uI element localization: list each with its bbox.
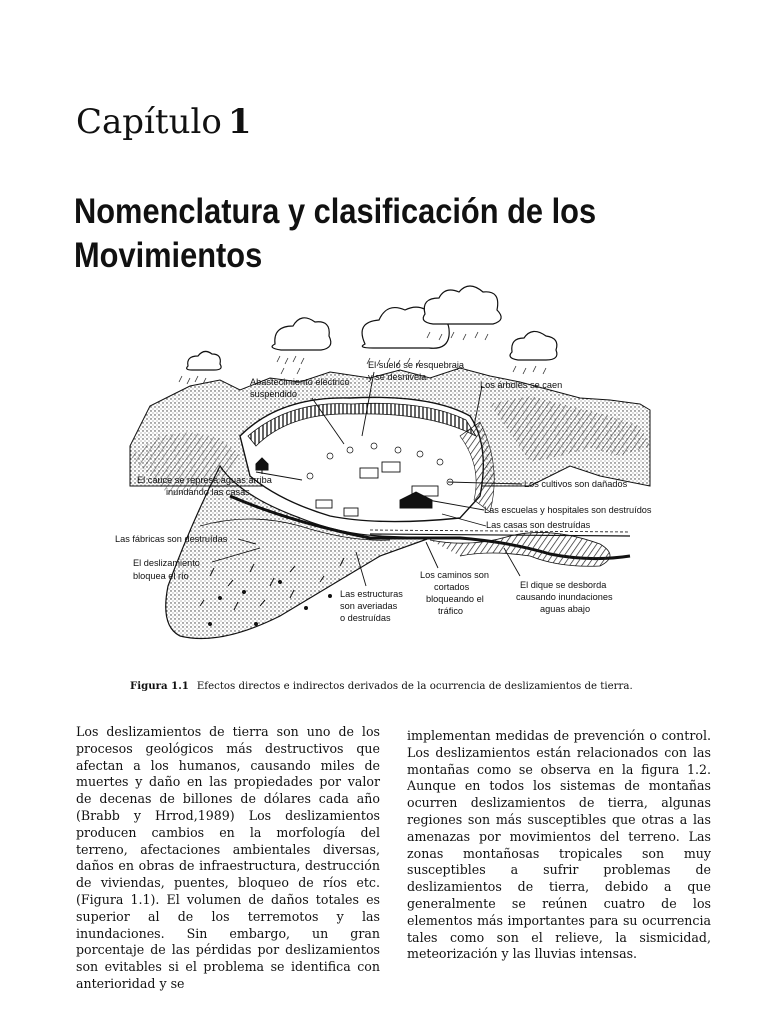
label-fabricas: Las fábricas son destruídas: [115, 534, 228, 544]
cloud-icon: [187, 286, 557, 370]
svg-text:bloqueando el: bloqueando el: [426, 594, 484, 604]
label-arboles: Los árboles se caen: [480, 380, 563, 390]
svg-text:Abastecimiento eléctrico: Abastecimiento eléctrico: [250, 377, 350, 387]
svg-text:El dique se desborda: El dique se desborda: [520, 580, 607, 590]
svg-text:cortados: cortados: [434, 582, 470, 592]
svg-text:Los caminos son: Los caminos son: [420, 570, 489, 580]
svg-text:aguas abajo: aguas abajo: [540, 604, 591, 614]
svg-text:tráfico: tráfico: [438, 606, 464, 616]
page-title: Nomenclatura y clasificación de los Movimientos: [74, 192, 597, 275]
svg-text:son averiadas: son averiadas: [340, 601, 398, 611]
svg-text:o destruídas: o destruídas: [340, 613, 391, 623]
svg-text:El cauce se represa aguas arri: El cauce se represa aguas arriba: [137, 475, 272, 485]
svg-text:inundando las casas: inundando las casas: [166, 487, 250, 497]
chapter-heading: [76, 102, 252, 142]
label-caminos: [420, 570, 489, 616]
body-column-left: Los deslizamientos de tierra son uno de los procesos geológicos más destructivos que afectan a los humanos, causando miles de muertes y daño en las propiedades por valor de decenas de billones de dólares cada año (Brabb y Hrrod,1989) Los deslizamientos producen cambios en la morfología del terreno, afectaciones ambientales diversas, daños en obras de infraestructura, destrucción de viviendas, puentes, bloqueo de ríos etc. (Figura 1.1). El volumen de daños totales es superior al de los terremotos y las inundaciones. Sin embargo, un gran porcentaje de las pérdidas por deslizamientos son evitables si el problema se identifica con anterioridad y se: [76, 724, 380, 991]
svg-text:Las estructuras: Las estructuras: [340, 589, 403, 599]
label-cultivos: Los cultivos son dañados: [524, 479, 628, 489]
label-casas: Las casas son destruídas: [486, 520, 591, 530]
chapter-number: 1: [227, 102, 252, 142]
svg-text:y se desnivela: y se desnivela: [368, 372, 427, 382]
landslide-illustration: [115, 286, 652, 658]
body-column-right: implementan medidas de prevención o control. Los deslizamientos están relacionados con las montañas como se observa en la figura 1.2. Aunque en todos los sistemas de montañas ocurren deslizamientos de tierra, algunas regiones son más susceptibles que otras a las amenazas por movimientos del terreno. Las zonas montañosas tropicales son muy susceptibles a sufrir problemas de deslizamientos de tierra, debido a que generalmente se reúnen cuatro de los elementos más importantes para su ocurrencia tales como son el relieve, la sismicidad, meteorización y las lluvias intensas.: [407, 728, 711, 962]
label-escuelas: Las escuelas y hospitales son destruídos: [484, 505, 652, 515]
figure-caption: [130, 680, 633, 692]
svg-text:causando inundaciones: causando inundaciones: [516, 592, 613, 602]
label-dique: [516, 580, 613, 614]
chapter-word: Capítulo: [76, 102, 222, 142]
svg-text:bloquea el río: bloquea el río: [133, 571, 189, 581]
svg-text:suspendido: suspendido: [250, 389, 297, 399]
label-estructuras: [340, 589, 403, 623]
figure-caption-text: Efectos directos e indirectos derivados de la ocurrencia de deslizamientos de tierra.: [196, 681, 633, 692]
svg-text:El suelo se resquebraja: El suelo se resquebraja: [368, 360, 465, 370]
figure-caption-label: Figura 1.1: [130, 680, 189, 692]
svg-text:El deslizamiento: El deslizamiento: [133, 558, 200, 568]
